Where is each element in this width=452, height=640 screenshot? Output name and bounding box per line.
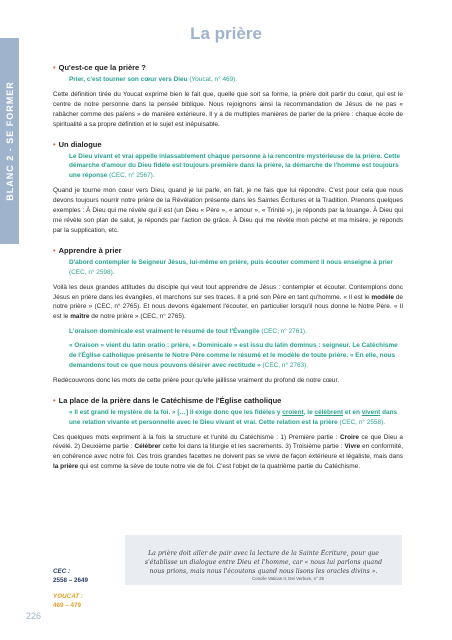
page-number: 226 xyxy=(26,611,42,621)
section-heading: • Un dialogue xyxy=(53,139,102,149)
section-definition xyxy=(53,62,403,130)
quote: D'abord contempler le Seigneur Jésus, lui-même en prière, puis écouter comment il nous enseigne à prier (CEC, n° 2598). xyxy=(69,258,393,276)
cec-range: 2558 – 2649 xyxy=(53,577,89,584)
bullet-icon: • xyxy=(53,395,56,405)
section-heading: • Apprendre à prier xyxy=(53,245,122,255)
section-catechism xyxy=(53,395,403,472)
section-dialogue xyxy=(53,139,403,236)
paragraph: Quand je tourne mon cœur vers Dieu, quand je lui parle, en fait, je ne fais que lui répondre. C'est pour cela que nous devons toujours nourrir notre prière de la Révélation présente dans les Saintes Écritures et la Tradition. Prenons quelques exemples : À Dieu qui me révèle qui il est (un Dieu « Père », « amour », « Trinité »), je réponds par la louange. À Dieu qui me révèle son plan de salut, je réponds par l'action de grâce. À Dieu qui me révèle mon péché et ma misère, je réponds par la supplication, etc. xyxy=(53,187,403,234)
page-title: La prière xyxy=(190,24,262,43)
quote: « Oraison » vient du latin oratio : prière, « Dominicale » est issu du latin dominus : seigneur. Le Catéchisme de l'Église catholique présente le Notre Père comme le résumé et le modèle de toute prière. « En elle, nous demandons tout ce que nous pouvons désirer avec rectitude » (CEC, n° 2763). xyxy=(69,342,398,369)
quote: L'oraison dominicale est vraiment le résumé de tout l'Évangile (CEC, n° 2761). xyxy=(69,328,307,336)
paragraph: Ces quelques mots expriment à la fois la structure et l'unité du Catéchisme : 1) Première partie : Croire ce que Dieu a révélé. 2) Deuxième partie : Célébrer cette foi dans la liturgie et les sacrements. 3) Troisième partie : Vivre en conformité, en cohérence avec notre foi. Ces trois grandes facettes ne doivent pas se vivre de façon extérieure et légaliste, mais dans la prière qui est comme la sève de toute notre vie de foi. C'est l'objet de la quatrième partie du Catéchisme. xyxy=(53,433,404,471)
side-tab-label: BLANC 2 - SE FORMER xyxy=(5,81,15,201)
paragraph: Cette définition tirée du Youcat exprime bien le fait que, quelle que soit sa forme, la prière doit partir du cœur, qui est le centre de notre personne dans la pensée biblique. Nous rejoignons ainsi la recommandation de Jésus de ne pas « rabâcher comme des païens » de manière extérieure. Il y a de multiples manières de parler de la prière : chaque école de spiritualité a sa propre définition et le sujet est inépuisable. xyxy=(53,90,403,128)
quote-box-text: La prière doit aller de pair avec la lecture de la Sainte Écriture, pour que s'établisse un dialogue entre Dieu et l'homme, car « nous lui parlons quand nous prions, mais nous l'écoutons quand nous lisons les oracles divins ». xyxy=(144,550,383,575)
quote: Le Dieu vivant et vrai appelle inlassablement chaque personne à la rencontre mystérieuse de la prière. Cette démarche d'amour du Dieu fidèle est toujours première dans la prière, la démarche de l'homme est toujours une réponse (CEC, n° 2567). xyxy=(69,152,400,180)
section-heading: • Qu'est-ce que la prière ? xyxy=(53,63,146,72)
quote: « Il est grand le mystère de la foi. » […] Il exige donc que les fidèles y croient, le célèbrent et en vivent dans une relation vivante et personnelle avec le Dieu vivant et vrai. Cette relation est la prière (CEC, n° 2558). xyxy=(69,408,398,426)
section-heading: • La place de la prière dans le Catéchisme de l'Église catholique xyxy=(53,395,282,405)
quote-box-source: Concile Vatican II, Dei Verbum, n° 25 xyxy=(252,576,324,581)
paragraph: Voilà les deux grandes attitudes du disciple qui veut tout apprendre de Jésus : contempler et écouter. Contemplons donc Jésus en prière dans les évangiles, et marchons sur ses traces. Il a prié son Père en tant qu'homme. « Il est le modèle de notre prière » (CEC, n° 2765). Et nous devons également l'écouter, en particulier lorsqu'il nous donne le Notre Père. « Il est le maître de notre prière » (CEC, n° 2765). xyxy=(53,283,403,321)
youcat-range: 469 – 479 xyxy=(53,602,82,609)
section-learning xyxy=(53,245,403,386)
bullet-icon: • xyxy=(53,63,56,72)
article-body xyxy=(53,62,403,477)
cec-label: CEC : xyxy=(53,568,71,575)
bullet-icon: • xyxy=(53,139,56,149)
paragraph: Redécouvrons donc les mots de cette prière pour qu'elle jaillisse vraiment du profond de notre cœur. xyxy=(53,376,340,384)
quote: Prier, c'est tourner son cœur vers Dieu (Youcat, n° 469). xyxy=(69,76,238,83)
bullet-icon: • xyxy=(53,245,56,255)
youcat-label: YOUCAT : xyxy=(53,593,83,600)
